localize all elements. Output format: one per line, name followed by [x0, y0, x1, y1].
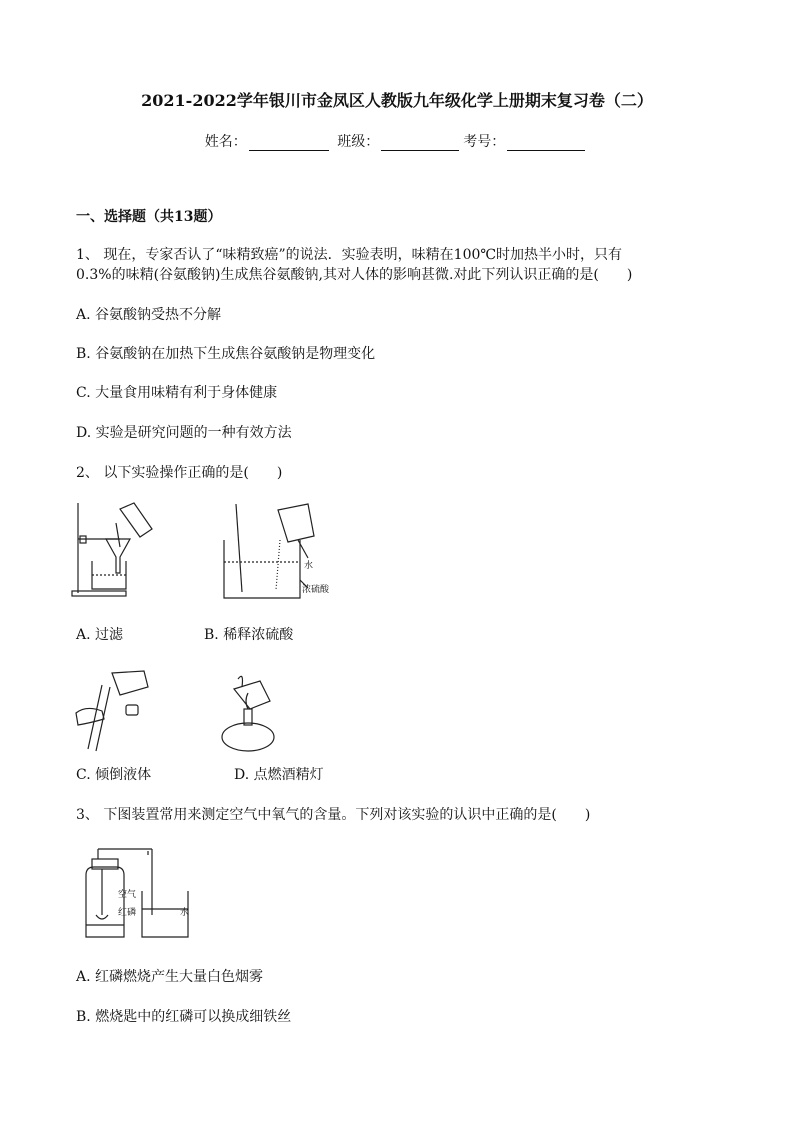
phosphorus-label: 红磷 — [118, 908, 137, 918]
water-label: 水 — [180, 908, 190, 918]
q1-stem-line1: 1、 现在，专家否认了“味精致癌”的说法．实验表明，味精在100℃时加热半小时，只有 — [76, 247, 623, 263]
q3-stem: 3、 下图装置常用来测定空气中氧气的含量。下列对该实验的认识中正确的是( ) — [76, 807, 591, 823]
oxygen-apparatus-figure — [76, 845, 206, 945]
water-label: 水 — [304, 561, 314, 571]
student-info-row — [0, 131, 794, 151]
class-label: 班级： — [337, 134, 380, 150]
name-blank[interactable] — [249, 135, 329, 151]
q1-option-a[interactable]: A. 谷氨酸钠受热不分解 — [76, 307, 222, 323]
acid-label: 浓硫酸 — [302, 585, 330, 595]
q1-stem-line2: 0.3%的味精(谷氨酸钠)生成焦谷氨酸钠,其对人体的影响甚微.对此下列认识正确的是( ) — [76, 267, 633, 283]
q1-option-b[interactable]: B. 谷氨酸钠在加热下生成焦谷氨酸钠是物理变化 — [76, 346, 376, 362]
filtration-figure — [70, 495, 170, 600]
class-blank[interactable] — [381, 135, 459, 151]
q2-option-a[interactable]: A. 过滤 — [76, 627, 124, 643]
q1-option-d[interactable]: D. 实验是研究问题的一种有效方法 — [76, 425, 292, 441]
q3-option-a[interactable]: A. 红磷燃烧产生大量白色烟雾 — [76, 969, 264, 985]
name-label: 姓名： — [204, 134, 247, 150]
q2-option-d[interactable]: D. 点燃酒精灯 — [234, 767, 324, 783]
air-label: 空气 — [118, 890, 137, 900]
q3-option-b[interactable]: B. 燃烧匙中的红磷可以换成细铁丝 — [76, 1009, 292, 1025]
pouring-figure — [72, 665, 162, 755]
section-heading: 一、选择题（共13题） — [76, 209, 222, 225]
id-blank[interactable] — [507, 135, 585, 151]
alcohol-lamp-figure — [214, 665, 304, 755]
q2-stem: 2、 以下实验操作正确的是( ) — [76, 465, 283, 481]
q1-option-c[interactable]: C. 大量食用味精有利于身体健康 — [76, 385, 278, 401]
q2-option-c[interactable]: C. 倾倒液体 — [76, 767, 152, 783]
page-title: 2021-2022学年银川市金凤区人教版九年级化学上册期末复习卷（二） — [141, 91, 653, 110]
q2-option-b[interactable]: B. 稀释浓硫酸 — [204, 627, 294, 643]
id-label: 考号： — [463, 134, 506, 150]
dilution-figure — [220, 500, 330, 605]
